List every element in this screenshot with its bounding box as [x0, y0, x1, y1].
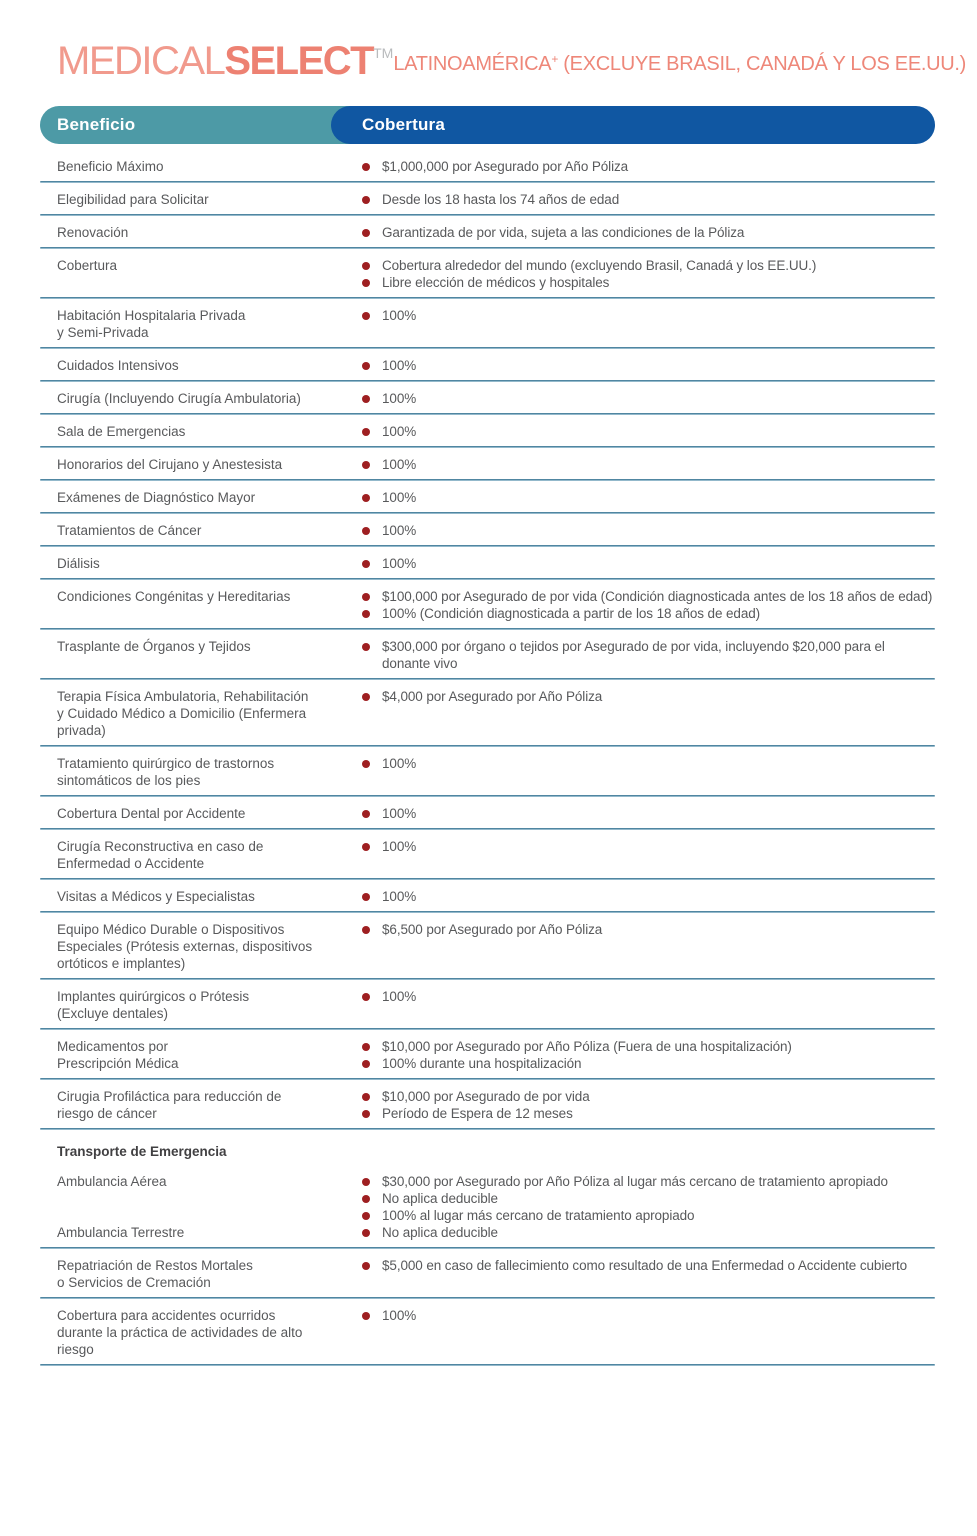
bullet-icon: [362, 843, 370, 851]
coverage-cell: [362, 158, 935, 175]
coverage-cell: [362, 1307, 935, 1358]
benefit-cell: [40, 423, 362, 440]
bullet-icon: [362, 593, 370, 601]
benefit-label: y Cuidado Médico a Domicilio (Enfermera: [57, 706, 307, 721]
benefit-label: Habitación Hospitalaria Privada: [57, 308, 246, 323]
coverage-cell: [362, 357, 935, 374]
bullet-icon: [362, 810, 370, 818]
table-row: [40, 747, 935, 797]
table-row: [40, 1299, 935, 1366]
benefit-cell: [40, 489, 362, 506]
coverage-item: [362, 921, 935, 938]
coverage-cell: [362, 838, 935, 872]
benefit-label: Elegibilidad para Solicitar: [57, 192, 209, 207]
bullet-icon: [362, 229, 370, 237]
brand-select-text: SELECT: [224, 39, 374, 83]
benefit-cell: [40, 224, 362, 241]
coverage-text: $6,500 por Asegurado por Año Póliza: [382, 922, 603, 937]
benefit-label: Exámenes de Diagnóstico Mayor: [57, 490, 256, 505]
coverage-item: [362, 1055, 935, 1072]
coverage-text: No aplica deducible: [382, 1225, 498, 1240]
coverage-text: $4,000 por Asegurado por Año Póliza: [382, 689, 603, 704]
bullet-icon: [362, 1060, 370, 1068]
table-row: [40, 880, 935, 913]
benefit-cell: [40, 1257, 362, 1291]
coverage-text: 100%: [382, 989, 417, 1004]
coverage-item: [362, 1088, 935, 1105]
coverage-item: [362, 390, 935, 407]
table-row: [40, 1030, 935, 1080]
coverage-item: [362, 423, 935, 440]
bullet-icon: [362, 494, 370, 502]
bullet-icon: [362, 560, 370, 568]
table-row: [40, 150, 935, 183]
coverage-cell: [362, 755, 935, 789]
coverage-cell: [362, 191, 935, 208]
benefit-cell: [40, 456, 362, 473]
benefit-cell: [40, 688, 362, 739]
bullet-icon: [362, 279, 370, 287]
coverage-text: 100%: [382, 756, 417, 771]
benefit-label: Equipo Médico Durable o Dispositivos: [57, 922, 285, 937]
benefit-cell: [40, 1038, 362, 1072]
table-row: [40, 382, 935, 415]
coverage-item: [362, 988, 935, 1005]
benefit-label: Cobertura para accidentes ocurridos: [57, 1308, 276, 1323]
coverage-item: [362, 688, 935, 705]
benefit-cell: [40, 1173, 362, 1241]
coverage-text: Desde los 18 hasta los 74 años de edad: [382, 192, 620, 207]
table-row: [40, 349, 935, 382]
coverage-column-header: Cobertura: [362, 115, 446, 134]
benefit-label: Ambulancia Terrestre: [57, 1225, 185, 1240]
coverage-text: 100%: [382, 391, 417, 406]
coverage-item: [362, 1257, 935, 1274]
benefit-label: Cuidados Intensivos: [57, 358, 179, 373]
bullet-icon: [362, 262, 370, 270]
coverage-cell: [362, 456, 935, 473]
coverage-text: 100%: [382, 358, 417, 373]
trademark-symbol: TM: [373, 45, 394, 61]
coverage-cell: [362, 1038, 935, 1072]
coverage-text: No aplica deducible: [382, 1191, 498, 1206]
benefit-cell: [40, 638, 362, 672]
bullet-icon: [362, 1043, 370, 1051]
coverage-item: [362, 357, 935, 374]
coverage-item: [362, 456, 935, 473]
benefit-label: [57, 1190, 362, 1207]
coverage-item: [362, 1105, 935, 1122]
bullet-icon: [362, 1093, 370, 1101]
coverage-cell: [362, 390, 935, 407]
benefit-column-header: Beneficio: [57, 115, 136, 134]
coverage-item: [362, 1190, 935, 1207]
coverage-item: [362, 1207, 935, 1224]
table-row: [40, 249, 935, 299]
coverage-cell: [362, 888, 935, 905]
coverage-item: [362, 838, 935, 855]
bullet-icon: [362, 395, 370, 403]
benefit-label: Especiales (Prótesis externas, dispositivos: [57, 939, 313, 954]
coverage-text: $300,000 por órgano o tejidos por Asegurado de por vida, incluyendo $20,000 para el donante vivo: [382, 639, 885, 671]
page-content: [40, 0, 967, 1366]
coverage-text: 100%: [382, 1308, 417, 1323]
benefit-label: Cobertura: [57, 258, 118, 273]
coverage-text: 100% durante una hospitalización: [382, 1056, 582, 1071]
coverage-item: [362, 191, 935, 208]
benefit-cell: [40, 158, 362, 175]
benefit-cell: [40, 755, 362, 789]
coverage-item: [362, 1224, 935, 1241]
benefit-label: Cobertura Dental por Accidente: [57, 806, 246, 821]
coverage-item: [362, 888, 935, 905]
coverage-text: $30,000 por Asegurado por Año Póliza al lugar más cercano de tratamiento apropiado: [382, 1174, 888, 1189]
brand-logo: [57, 32, 393, 82]
coverage-item: [362, 522, 935, 539]
benefit-label: Visitas a Médicos y Especialistas: [57, 889, 255, 904]
coverage-text: $10,000 por Asegurado de por vida: [382, 1089, 590, 1104]
coverage-text: Libre elección de médicos y hospitales: [382, 275, 610, 290]
bullet-icon: [362, 196, 370, 204]
benefit-label: Renovación: [57, 225, 129, 240]
bullet-icon: [362, 643, 370, 651]
coverage-cell: [362, 423, 935, 440]
coverage-item: [362, 224, 935, 241]
bullet-icon: [362, 527, 370, 535]
benefit-label: Sala de Emergencias: [57, 424, 186, 439]
coverage-cell: [362, 588, 935, 622]
table-row: [40, 514, 935, 547]
table-row: [40, 547, 935, 580]
benefit-cell: [40, 805, 362, 822]
benefit-label: (Excluye dentales): [57, 1006, 169, 1021]
coverage-cell: [362, 688, 935, 739]
coverage-item: [362, 605, 935, 622]
coverage-item: [362, 755, 935, 772]
bullet-icon: [362, 926, 370, 934]
table-row: [40, 299, 935, 349]
table-row: [40, 630, 935, 680]
table-row: [40, 913, 935, 980]
brand-header: [57, 32, 967, 83]
bullet-icon: [362, 1312, 370, 1320]
coverage-item: [362, 274, 935, 291]
benefit-cell: [40, 257, 362, 291]
coverage-cell: [362, 638, 935, 672]
benefit-label: Repatriación de Restos Mortales: [57, 1258, 253, 1273]
coverage-text: $100,000 por Asegurado de por vida (Condición diagnosticada antes de los 18 años de edad): [382, 589, 933, 604]
plan-region-plus: +: [551, 52, 559, 66]
benefit-label: ortóticos e implantes): [57, 956, 186, 971]
bullet-icon: [362, 1195, 370, 1203]
benefit-label: Beneficio Máximo: [57, 159, 164, 174]
benefit-cell: [40, 357, 362, 374]
table-row: [40, 415, 935, 448]
coverage-cell: [362, 224, 935, 241]
coverage-text: 100%: [382, 523, 417, 538]
table-row: [40, 448, 935, 481]
coverage-text: 100%: [382, 424, 417, 439]
coverage-cell: [362, 555, 935, 572]
coverage-text: 100%: [382, 308, 417, 323]
bullet-icon: [362, 993, 370, 1001]
coverage-item: [362, 158, 935, 175]
benefit-label: durante la práctica de actividades de alto: [57, 1325, 303, 1340]
coverage-text: $5,000 en caso de fallecimiento como resultado de una Enfermedad o Accidente cubierto: [382, 1258, 908, 1273]
coverage-text: 100%: [382, 490, 417, 505]
coverage-cell: [362, 522, 935, 539]
brand-medical-text: MEDICAL: [57, 39, 225, 83]
benefit-label: o Servicios de Cremación: [57, 1275, 211, 1290]
benefit-cell: [40, 588, 362, 622]
coverage-cell: [362, 257, 935, 291]
coverage-item: [362, 555, 935, 572]
coverage-item: [362, 1173, 935, 1190]
table-row: [40, 580, 935, 630]
benefit-label: Condiciones Congénitas y Hereditarias: [57, 589, 291, 604]
table-row: [40, 830, 935, 880]
coverage-item: [362, 805, 935, 822]
coverage-item: [362, 1038, 935, 1055]
coverage-text: 100%: [382, 889, 417, 904]
bullet-icon: [362, 428, 370, 436]
bullet-icon: [362, 693, 370, 701]
coverage-item: [362, 1307, 935, 1324]
benefit-label: Implantes quirúrgicos o Prótesis: [57, 989, 250, 1004]
coverage-item: [362, 257, 935, 274]
coverage-text: 100%: [382, 839, 417, 854]
benefit-cell: [40, 191, 362, 208]
bullet-icon: [362, 893, 370, 901]
benefit-cell: [40, 555, 362, 572]
benefit-label: Cirugia Profiláctica para reducción de: [57, 1089, 282, 1104]
bullet-icon: [362, 610, 370, 618]
bullet-icon: [362, 163, 370, 171]
coverage-cell: [362, 1173, 935, 1241]
benefit-label: Tratamientos de Cáncer: [57, 523, 202, 538]
coverage-text: $1,000,000 por Asegurado por Año Póliza: [382, 159, 629, 174]
table-row: [40, 481, 935, 514]
coverage-text: $10,000 por Asegurado por Año Póliza (Fuera de una hospitalización): [382, 1039, 792, 1054]
benefit-label: riesgo de cáncer: [57, 1106, 157, 1121]
benefit-label: Tratamiento quirúrgico de trastornos: [57, 756, 275, 771]
table-row: [40, 1249, 935, 1299]
benefit-cell: [40, 390, 362, 407]
coverage-text: 100% (Condición diagnosticada a partir de los 18 años de edad): [382, 606, 761, 621]
table-row: [40, 1165, 935, 1249]
benefit-cell: [40, 988, 362, 1022]
table-header: [40, 106, 935, 144]
bullet-icon: [362, 1229, 370, 1237]
section-header: Transporte de Emergencia: [57, 1144, 227, 1159]
benefit-label: [57, 1207, 362, 1224]
table-row: [40, 216, 935, 249]
plan-region: LATINOAMÉRICA: [393, 53, 552, 75]
coverage-text: Cobertura alrededor del mundo (excluyendo Brasil, Canadá y los EE.UU.): [382, 258, 817, 273]
coverage-item: [362, 588, 935, 605]
bullet-icon: [362, 1178, 370, 1186]
bullet-icon: [362, 1262, 370, 1270]
plan-subtitle: [393, 52, 966, 82]
coverage-cell: [362, 805, 935, 822]
benefit-label: Honorarios del Cirujano y Anestesista: [57, 457, 283, 472]
benefit-label: Trasplante de Órganos y Tejidos: [57, 639, 251, 654]
benefit-label: Cirugía (Incluyendo Cirugía Ambulatoria): [57, 391, 301, 406]
coverage-cell: [362, 988, 935, 1022]
benefit-label: Diálisis: [57, 556, 100, 571]
coverage-cell: [362, 921, 935, 972]
coverage-cell: [362, 489, 935, 506]
benefit-cell: [40, 921, 362, 972]
benefit-cell: [40, 522, 362, 539]
plan-exclusions: (EXCLUYE BRASIL, CANADÁ Y LOS EE.UU.): [563, 53, 967, 75]
benefit-label: Medicamentos por: [57, 1039, 169, 1054]
bullet-icon: [362, 461, 370, 469]
benefit-label: Ambulancia Aérea: [57, 1174, 167, 1189]
benefit-cell: [40, 1307, 362, 1358]
table-row: [40, 1080, 935, 1130]
table-row: [40, 183, 935, 216]
benefit-label: Enfermedad o Accidente: [57, 856, 205, 871]
benefit-label: sintomáticos de los pies: [57, 773, 201, 788]
bullet-icon: [362, 362, 370, 370]
coverage-item: [362, 489, 935, 506]
benefit-cell: [40, 838, 362, 872]
benefit-cell: [40, 307, 362, 341]
coverage-text: 100%: [382, 457, 417, 472]
benefit-label: Cirugía Reconstructiva en caso de: [57, 839, 264, 854]
coverage-item: [362, 307, 935, 324]
bullet-icon: [362, 312, 370, 320]
table-row: [40, 797, 935, 830]
coverage-text: Garantizada de por vida, sujeta a las condiciones de la Póliza: [382, 225, 745, 240]
table-row: [40, 680, 935, 747]
benefit-label: riesgo: [57, 1342, 94, 1357]
bullet-icon: [362, 760, 370, 768]
coverage-text: 100%: [382, 556, 417, 571]
benefit-cell: [40, 888, 362, 905]
benefit-label: privada): [57, 723, 106, 738]
coverage-item: [362, 638, 935, 672]
coverage-text: 100%: [382, 806, 417, 821]
bullet-icon: [362, 1212, 370, 1220]
benefit-label: y Semi-Privada: [57, 325, 149, 340]
benefits-table-body: [40, 150, 935, 1366]
benefit-label: Prescripción Médica: [57, 1056, 179, 1071]
table-row: [40, 980, 935, 1030]
coverage-cell: [362, 307, 935, 341]
benefit-label: Terapia Física Ambulatoria, Rehabilitación: [57, 689, 309, 704]
coverage-text: 100% al lugar más cercano de tratamiento apropiado: [382, 1208, 695, 1223]
benefit-cell: [40, 1088, 362, 1122]
bullet-icon: [362, 1110, 370, 1118]
coverage-cell: [362, 1088, 935, 1122]
coverage-cell: [362, 1257, 935, 1291]
coverage-text: Período de Espera de 12 meses: [382, 1106, 573, 1121]
